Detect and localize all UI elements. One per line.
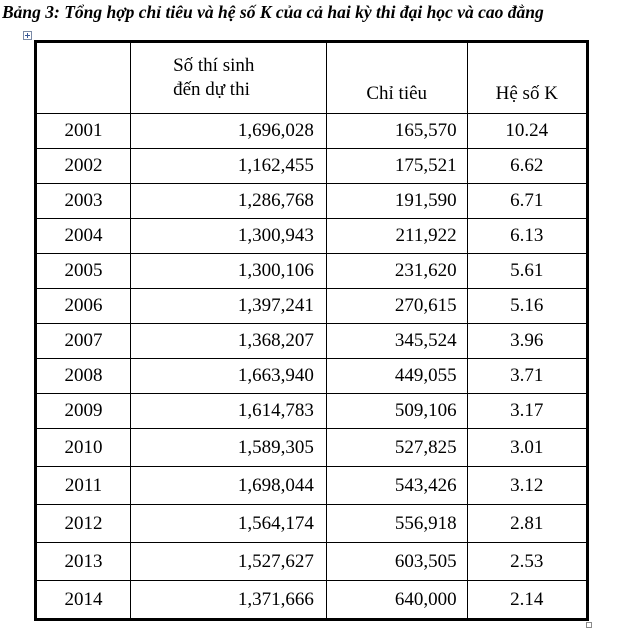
header-quota: Chỉ tiêu (326, 42, 467, 114)
cell-candidates: 1,663,940 (131, 359, 327, 394)
cell-quota: 270,615 (326, 289, 467, 324)
table-row (36, 114, 588, 149)
cell-quota: 603,505 (326, 543, 467, 581)
cell-k-coefficient: 6.13 (467, 219, 587, 254)
cell-quota: 640,000 (326, 581, 467, 620)
table-row (36, 429, 588, 467)
cell-candidates: 1,397,241 (131, 289, 327, 324)
cell-k-coefficient: 5.61 (467, 254, 587, 289)
cell-quota: 449,055 (326, 359, 467, 394)
cell-year: 2008 (36, 359, 131, 394)
cell-year: 2001 (36, 114, 131, 149)
cell-k-coefficient: 3.96 (467, 324, 587, 359)
cell-year: 2013 (36, 543, 131, 581)
cell-candidates: 1,589,305 (131, 429, 327, 467)
cell-quota: 165,570 (326, 114, 467, 149)
cell-quota: 556,918 (326, 505, 467, 543)
cell-candidates: 1,162,455 (131, 149, 327, 184)
cell-k-coefficient: 5.16 (467, 289, 587, 324)
data-table (34, 40, 589, 621)
cell-year: 2005 (36, 254, 131, 289)
cell-k-coefficient: 3.01 (467, 429, 587, 467)
cell-k-coefficient: 3.71 (467, 359, 587, 394)
cell-candidates: 1,698,044 (131, 467, 327, 505)
table-caption: Bảng 3: Tổng hợp chỉ tiêu và hệ số K của cả hai kỳ thi đại học và cao đẳng (2, 2, 544, 22)
cell-k-coefficient: 3.17 (467, 394, 587, 429)
table-move-handle-icon[interactable] (23, 31, 32, 40)
table-row (36, 184, 588, 219)
cell-year: 2003 (36, 184, 131, 219)
table-row (36, 324, 588, 359)
table-row (36, 394, 588, 429)
cell-year: 2012 (36, 505, 131, 543)
table-row (36, 581, 588, 620)
table-row (36, 219, 588, 254)
header-candidates-line2: đến dự thi (173, 79, 250, 100)
cell-k-coefficient: 2.14 (467, 581, 587, 620)
cell-quota: 175,521 (326, 149, 467, 184)
cell-candidates: 1,300,943 (131, 219, 327, 254)
cell-k-coefficient: 6.71 (467, 184, 587, 219)
table-row (36, 359, 588, 394)
cell-quota: 509,106 (326, 394, 467, 429)
cell-candidates: 1,527,627 (131, 543, 327, 581)
cell-quota: 211,922 (326, 219, 467, 254)
table-row (36, 505, 588, 543)
cell-candidates: 1,371,666 (131, 581, 327, 620)
cell-year: 2009 (36, 394, 131, 429)
cell-year: 2010 (36, 429, 131, 467)
cell-quota: 191,590 (326, 184, 467, 219)
table-row (36, 467, 588, 505)
cell-k-coefficient: 3.12 (467, 467, 587, 505)
header-candidates-line1: Số thí sinh (173, 55, 255, 76)
cell-k-coefficient: 2.53 (467, 543, 587, 581)
cell-candidates: 1,368,207 (131, 324, 327, 359)
table-row (36, 289, 588, 324)
cell-quota: 527,825 (326, 429, 467, 467)
cell-candidates: 1,614,783 (131, 394, 327, 429)
header-k-coefficient: Hệ số K (467, 42, 587, 114)
table-resize-handle-icon[interactable] (586, 622, 592, 628)
cell-quota: 543,426 (326, 467, 467, 505)
cell-candidates: 1,286,768 (131, 184, 327, 219)
table-row (36, 254, 588, 289)
cell-year: 2011 (36, 467, 131, 505)
cell-year: 2002 (36, 149, 131, 184)
cell-candidates: 1,564,174 (131, 505, 327, 543)
cell-year: 2014 (36, 581, 131, 620)
cell-year: 2004 (36, 219, 131, 254)
cell-k-coefficient: 10.24 (467, 114, 587, 149)
cell-k-coefficient: 2.81 (467, 505, 587, 543)
header-year (36, 42, 131, 114)
table-body (36, 114, 588, 620)
cell-quota: 345,524 (326, 324, 467, 359)
table-row (36, 149, 588, 184)
cell-quota: 231,620 (326, 254, 467, 289)
cell-candidates: 1,300,106 (131, 254, 327, 289)
table-row (36, 543, 588, 581)
cell-year: 2006 (36, 289, 131, 324)
header-candidates (131, 42, 327, 114)
cell-k-coefficient: 6.62 (467, 149, 587, 184)
cell-candidates: 1,696,028 (131, 114, 327, 149)
cell-year: 2007 (36, 324, 131, 359)
table-header-row (36, 42, 588, 114)
